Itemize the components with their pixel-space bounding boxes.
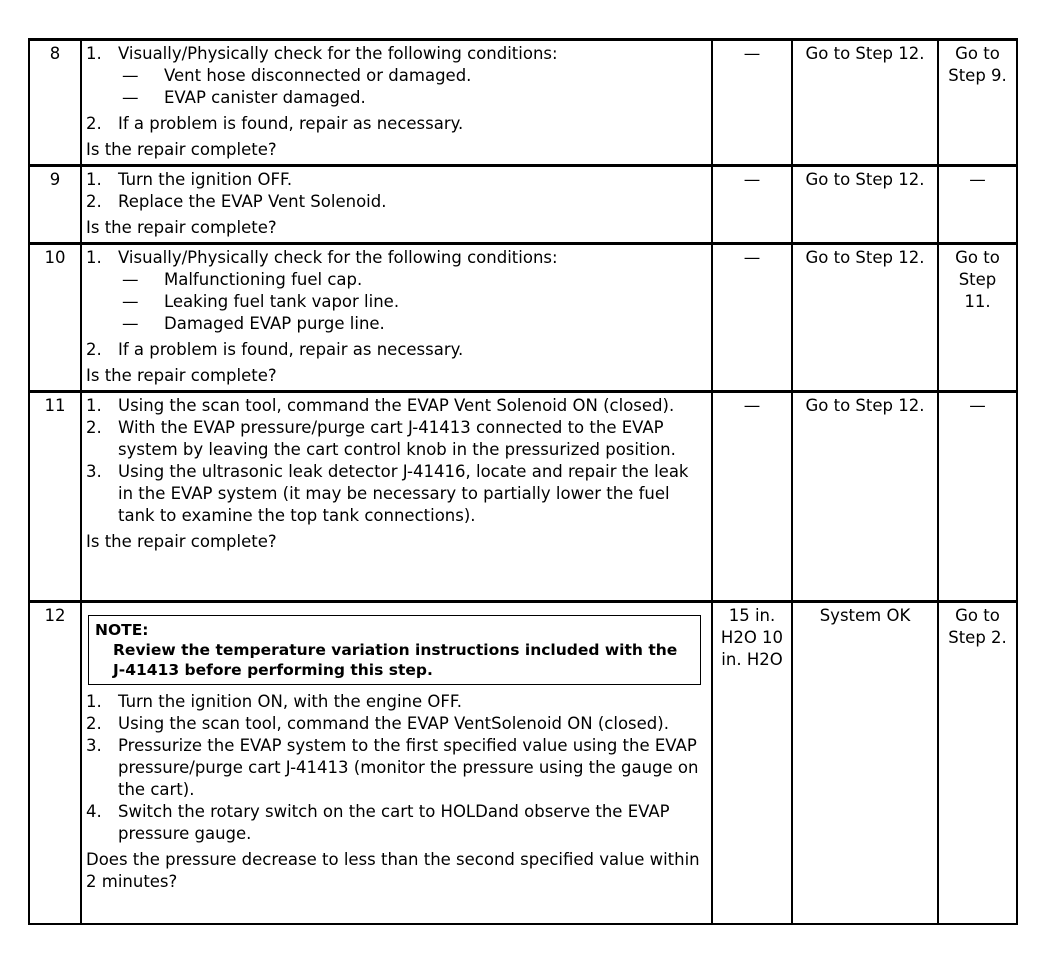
list-item: 2. If a problem is found, repair as necessary. <box>86 114 464 133</box>
yes-cell: Go to Step 12. <box>792 244 938 392</box>
question: Is the repair complete? <box>86 532 277 551</box>
step-number: 8 <box>29 40 81 166</box>
list-item: 1. Turn the ignition ON, with the engine OFF. <box>86 692 462 711</box>
step-number: 10 <box>29 244 81 392</box>
action-cell <box>81 244 712 392</box>
diagnostic-table <box>28 38 1018 925</box>
sub-item: — Damaged EVAP purge line. <box>122 314 385 333</box>
yes-cell: Go to Step 12. <box>792 392 938 602</box>
step-number: 12 <box>29 602 81 924</box>
value-cell: 15 in. H2O 10 in. H2O <box>712 602 792 924</box>
question: Is the repair complete? <box>86 366 277 385</box>
yes-cell: Go to Step 12. <box>792 40 938 166</box>
no-cell: — <box>938 392 1017 602</box>
value-cell: — <box>712 40 792 166</box>
question: Is the repair complete? <box>86 218 277 237</box>
yes-cell: System OK <box>792 602 938 924</box>
note-label: NOTE: <box>95 621 149 639</box>
value-cell: — <box>712 166 792 244</box>
action-cell <box>81 392 712 602</box>
list-item: 2. Replace the EVAP Vent Solenoid. <box>86 192 387 211</box>
table-row <box>29 166 1017 244</box>
action-cell <box>81 40 712 166</box>
sub-item: — Leaking fuel tank vapor line. <box>122 292 400 311</box>
list-item: 1. Visually/Physically check for the following conditions: <box>86 44 558 63</box>
table-row <box>29 40 1017 166</box>
sub-item: — Malfunctioning fuel cap. <box>122 270 363 289</box>
action-cell <box>81 602 712 924</box>
sub-item: — Vent hose disconnected or damaged. <box>122 66 472 85</box>
no-cell: Go to Step 9. <box>938 40 1017 166</box>
table-row <box>29 602 1017 924</box>
list-item: 1. Turn the ignition OFF. <box>86 170 293 189</box>
step-number: 9 <box>29 166 81 244</box>
table-row <box>29 244 1017 392</box>
value-cell: — <box>712 392 792 602</box>
no-cell: — <box>938 166 1017 244</box>
list-item: 3. Pressurize the EVAP system to the first specified value using the EVAP pressure/purge cart J-41413 (monitor the pressure using the gauge on the cart). <box>86 736 699 799</box>
question: Is the repair complete? <box>86 140 277 159</box>
table-row <box>29 392 1017 602</box>
list-item: 3. Using the ultrasonic leak detector J-41416, locate and repair the leak in the EVAP system (it may be necessary to partially lower the fuel tank to examine the top tank connections). <box>86 462 689 525</box>
sub-item: — EVAP canister damaged. <box>122 88 366 107</box>
question: Does the pressure decrease to less than the second specified value within 2 minutes? <box>86 850 700 891</box>
no-cell: Go to Step 2. <box>938 602 1017 924</box>
no-cell: Go to Step 11. <box>938 244 1017 392</box>
yes-cell: Go to Step 12. <box>792 166 938 244</box>
value-cell: — <box>712 244 792 392</box>
list-item: 4. Switch the rotary switch on the cart to HOLDand observe the EVAP pressure gauge. <box>86 802 670 843</box>
note-box <box>88 615 701 685</box>
list-item: 2. If a problem is found, repair as necessary. <box>86 340 464 359</box>
note-text: Review the temperature variation instructions included with the J-41413 before performing this step. <box>113 641 678 679</box>
step-number: 11 <box>29 392 81 602</box>
list-item: 1. Using the scan tool, command the EVAP Vent Solenoid ON (closed). <box>86 396 675 415</box>
action-cell <box>81 166 712 244</box>
list-item: 1. Visually/Physically check for the following conditions: <box>86 248 558 267</box>
list-item: 2. Using the scan tool, command the EVAP VentSolenoid ON (closed). <box>86 714 669 733</box>
list-item: 2. With the EVAP pressure/purge cart J-41413 connected to the EVAP system by leaving the cart control knob in the pressurized position. <box>86 418 676 459</box>
